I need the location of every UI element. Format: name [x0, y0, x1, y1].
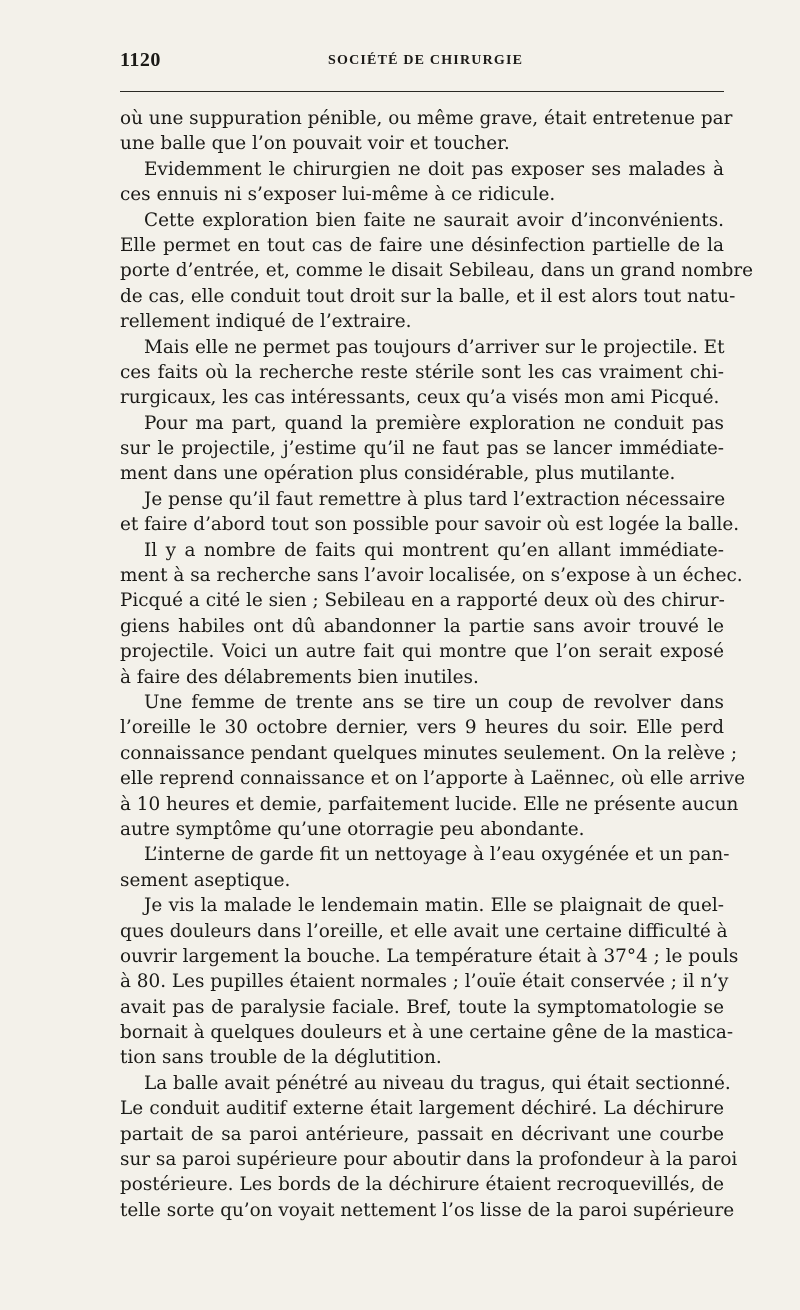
text-line: Une femme de trente ans se tire un coup de revolver dans — [144, 691, 724, 713]
text-line: rurgicaux, les cas intéressants, ceux qu’a visés mon ami Picqué. — [120, 387, 720, 409]
text-line: et faire d’abord tout son possible pour savoir où est logée la balle. — [120, 514, 740, 536]
text-line: Evidemment le chirurgien ne doit pas exposer ses malades à — [144, 158, 724, 180]
text-line: connaissance pendant quelques minutes seulement. On la relève ; — [120, 742, 738, 764]
text-line: l’oreille le 30 octobre dernier, vers 9 heures du soir. Elle perd — [120, 717, 724, 739]
text-line: Elle permet en tout cas de faire une désinfection partielle de la — [120, 234, 724, 256]
text-line: sur le projectile, j’estime qu’il ne faut pas se lancer immédiate- — [120, 438, 724, 460]
text-line: Pour ma part, quand la première exploration ne conduit pas — [144, 412, 724, 434]
text-line: Cette exploration bien faite ne saurait avoir d’inconvénients. — [144, 209, 724, 231]
text-line: giens habiles ont dû abandonner la partie sans avoir trouvé le — [120, 615, 724, 637]
text-line: rellement indiqué de l’extraire. — [120, 311, 412, 333]
running-title: SOCIÉTÉ DE CHIRURGIE — [328, 53, 524, 68]
text-line: partait de sa paroi antérieure, passait en décrivant une courbe — [120, 1123, 724, 1145]
text-line: avait pas de paralysie faciale. Bref, toute la symptomatologie se — [120, 996, 724, 1018]
text-line: à 80. Les pupilles étaient normales ; l’ouïe était conservée ; il n’y — [120, 971, 729, 993]
text-line: telle sorte qu’on voyait nettement l’os lisse de la paroi supérieure — [120, 1199, 735, 1221]
text-line: Je vis la malade le lendemain matin. Elle se plaignait de quel- — [144, 895, 724, 917]
text-line: une balle que l’on pouvait voir et toucher. — [120, 133, 510, 155]
text-line: sur sa paroi supérieure pour aboutir dans la profondeur à la paroi — [120, 1149, 738, 1171]
text-line: ques douleurs dans l’oreille, et elle avait une certaine difficulté à — [120, 920, 728, 942]
text-line: Il y a nombre de faits qui montrent qu’en allant immédiate- — [144, 539, 724, 561]
text-line: où une suppuration pénible, ou même grave, était entretenue par — [120, 108, 733, 129]
text-line: Le conduit auditif externe était largement déchiré. La déchirure — [120, 1098, 724, 1120]
text-line: de cas, elle conduit tout droit sur la balle, et il est alors tout natu- — [120, 285, 736, 307]
body-text — [120, 106, 754, 1223]
text-line: elle reprend connaissance et on l’apporte à Laënnec, où elle arrive — [120, 768, 745, 790]
text-line: tion sans trouble de la déglutition. — [120, 1047, 442, 1069]
text-line: ment dans une opération plus considérable, plus mutilante. — [120, 463, 676, 485]
text-line: Je pense qu’il faut remettre à plus tard l’extraction nécessaire — [144, 488, 726, 510]
text-line: ces faits où la recherche reste stérile sont les cas vraiment chi- — [120, 361, 724, 383]
text-line: à faire des délabrements bien inutiles. — [120, 666, 479, 688]
text-line: ment à sa recherche sans l’avoir localisée, on s’expose à un échec. — [120, 565, 743, 587]
text-line: porte d’entrée, et, comme le disait Sebileau, dans un grand nombre — [120, 260, 754, 282]
text-line: Mais elle ne permet pas toujours d’arriver sur le projectile. Et — [144, 336, 725, 358]
page-number: 1120 — [120, 49, 161, 71]
text-line: Picqué a cité le sien ; Sebileau en a rapporté deux où des chirur- — [120, 590, 725, 612]
text-line: La balle avait pénétré au niveau du tragus, qui était sectionné. — [144, 1072, 731, 1094]
text-line: postérieure. Les bords de la déchirure étaient recroquevillés, de — [120, 1174, 724, 1196]
text-line: autre symptôme qu’une otorragie peu abondante. — [120, 818, 585, 840]
header-rule — [120, 91, 724, 92]
text-line: à 10 heures et demie, parfaitement lucide. Elle ne présente aucun — [120, 793, 739, 815]
text-line: ouvrir largement la bouche. La température était à 37°4 ; le pouls — [120, 945, 739, 967]
text-line: projectile. Voici un autre fait qui montre que l’on serait exposé — [120, 641, 724, 663]
text-line: bornait à quelques douleurs et à une certaine gêne de la mastica- — [120, 1022, 734, 1044]
running-head — [120, 47, 724, 77]
text-line: ces ennuis ni s’exposer lui-même à ce ridicule. — [120, 184, 556, 206]
text-line: L’interne de garde fit un nettoyage à l’eau oxygénée et un pan- — [144, 844, 730, 866]
text-line: sement aseptique. — [120, 869, 291, 891]
